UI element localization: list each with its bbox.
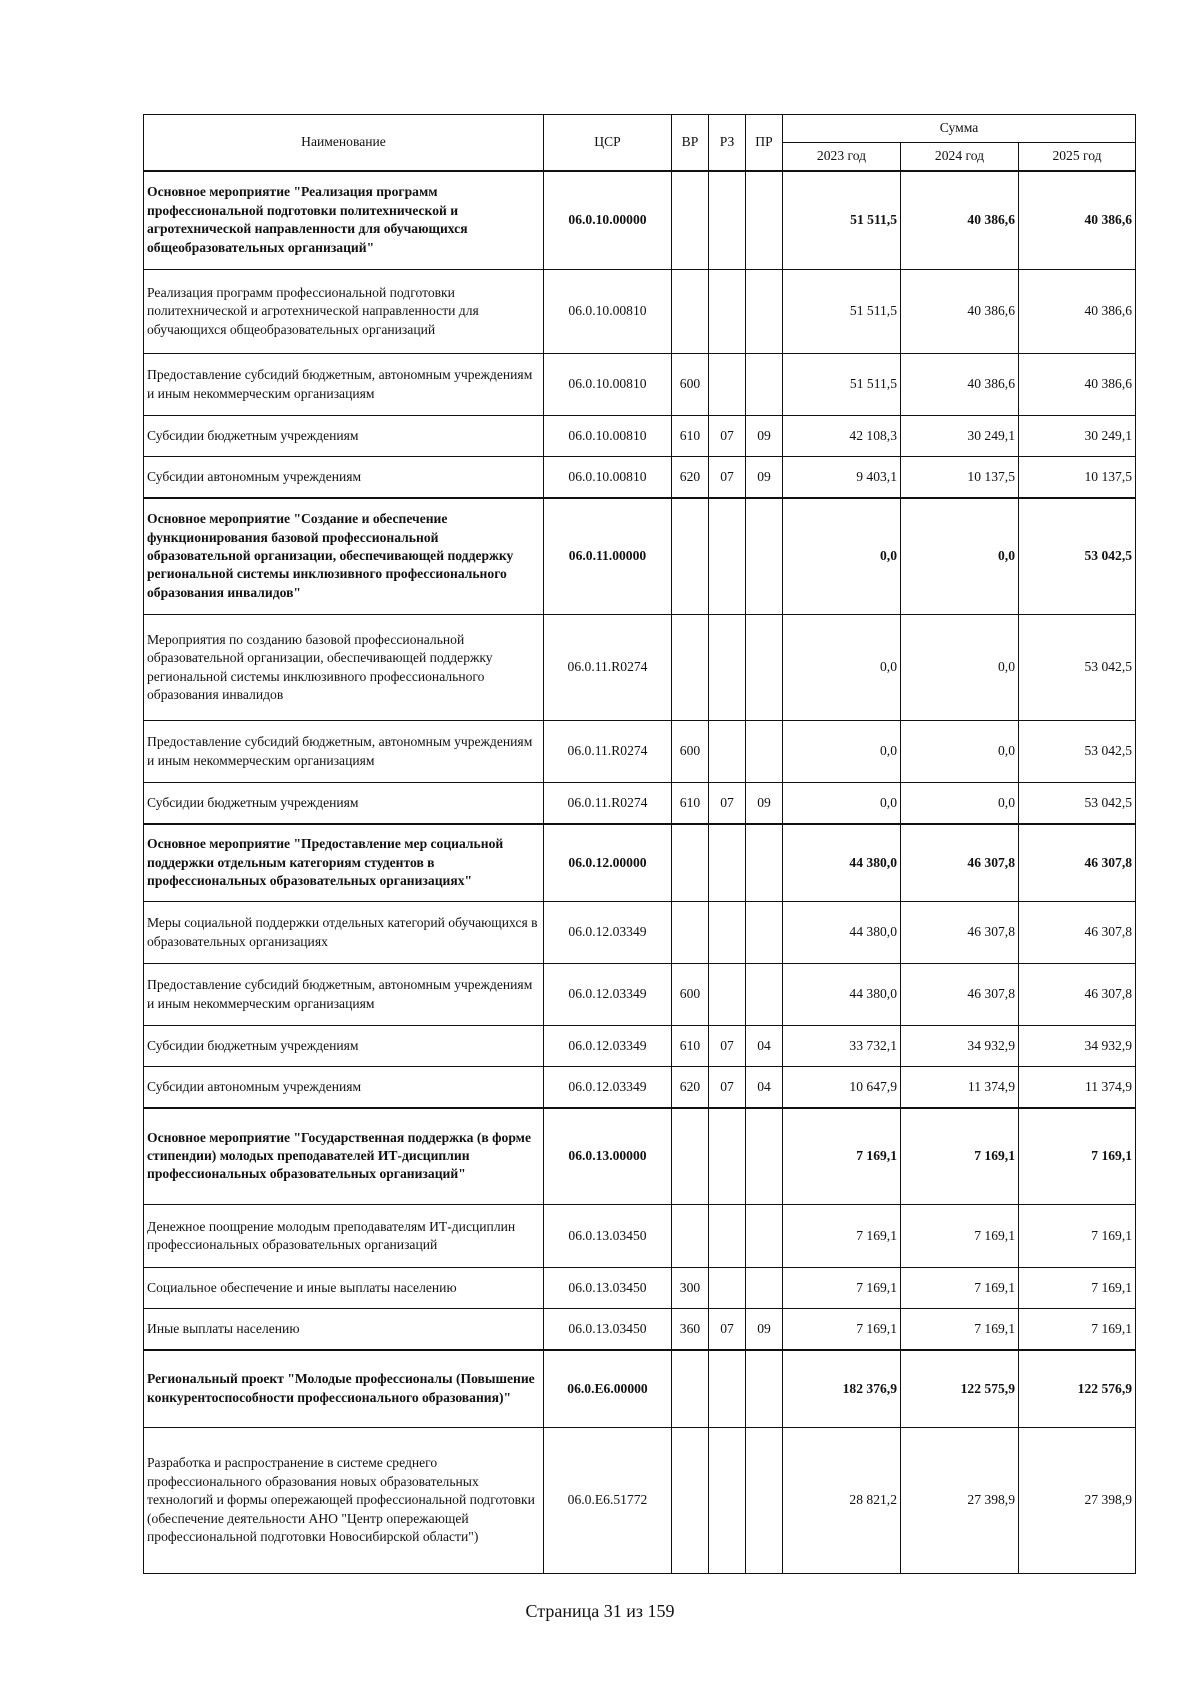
cell-sum-2023: 51 511,5 [783, 270, 901, 354]
cell-name: Основное мероприятие "Создание и обеспечение функционирования базовой профессиональной образовательной организации, обеспечивающей поддержку региональной системы инклюзивного профессионального образования инвалидов" [144, 498, 544, 615]
table-row [144, 783, 1136, 824]
cell-sum-2023: 51 511,5 [783, 171, 901, 270]
cell-pr [746, 1108, 783, 1205]
cell-rz: 07 [709, 1067, 746, 1108]
header-rz: РЗ [709, 115, 746, 171]
cell-sum-2025: 40 386,6 [1019, 354, 1136, 416]
cell-rz: 07 [709, 783, 746, 824]
cell-pr [746, 171, 783, 270]
table-row [144, 1268, 1136, 1309]
cell-vr [672, 270, 709, 354]
cell-vr: 620 [672, 457, 709, 498]
cell-sum-2023: 9 403,1 [783, 457, 901, 498]
table-row [144, 824, 1136, 902]
cell-vr: 600 [672, 964, 709, 1026]
cell-name: Предоставление субсидий бюджетным, автономным учреждениям и иным некоммерческим организациям [144, 721, 544, 783]
cell-sum-2024: 10 137,5 [901, 457, 1019, 498]
header-name: Наименование [144, 115, 544, 171]
cell-pr [746, 1205, 783, 1268]
cell-name: Предоставление субсидий бюджетным, автономным учреждениям и иным некоммерческим организациям [144, 964, 544, 1026]
cell-pr [746, 824, 783, 902]
cell-sum-2023: 44 380,0 [783, 824, 901, 902]
cell-sum-2024: 11 374,9 [901, 1067, 1019, 1108]
cell-name: Основное мероприятие "Государственная поддержка (в форме стипендии) молодых преподавателей ИТ-дисциплин профессиональных образовательных организаций" [144, 1108, 544, 1205]
cell-name: Разработка и распространение в системе среднего профессионального образования новых образовательных технологий и формы опережающей профессиональной подготовки (обеспечение деятельности АНО "Центр опережающей профессиональной подготовки Новосибирской области") [144, 1428, 544, 1574]
table-row [144, 270, 1136, 354]
cell-name: Субсидии автономным учреждениям [144, 1067, 544, 1108]
cell-sum-2025: 53 042,5 [1019, 498, 1136, 615]
cell-vr: 360 [672, 1309, 709, 1350]
cell-pr: 09 [746, 1309, 783, 1350]
cell-sum-2025: 46 307,8 [1019, 964, 1136, 1026]
cell-name: Субсидии бюджетным учреждениям [144, 783, 544, 824]
cell-vr: 610 [672, 416, 709, 457]
cell-rz [709, 1268, 746, 1309]
cell-rz: 07 [709, 1309, 746, 1350]
cell-sum-2023: 7 169,1 [783, 1268, 901, 1309]
cell-pr [746, 498, 783, 615]
budget-table [143, 114, 1136, 1574]
cell-sum-2025: 46 307,8 [1019, 824, 1136, 902]
cell-sum-2024: 40 386,6 [901, 354, 1019, 416]
table-row [144, 615, 1136, 721]
header-pr: ПР [746, 115, 783, 171]
cell-vr [672, 1108, 709, 1205]
cell-csr: 06.0.13.00000 [544, 1108, 672, 1205]
cell-csr: 06.0.10.00810 [544, 416, 672, 457]
cell-name: Субсидии бюджетным учреждениям [144, 416, 544, 457]
header-year-2024: 2024 год [901, 143, 1019, 171]
cell-vr: 610 [672, 783, 709, 824]
table-row [144, 1108, 1136, 1205]
page-number: Страница 31 из 159 [525, 1601, 675, 1621]
cell-sum-2023: 7 169,1 [783, 1309, 901, 1350]
cell-vr: 600 [672, 721, 709, 783]
header-csr: ЦСР [544, 115, 672, 171]
cell-pr [746, 902, 783, 964]
cell-sum-2025: 7 169,1 [1019, 1268, 1136, 1309]
cell-name: Иные выплаты населению [144, 1309, 544, 1350]
cell-sum-2024: 46 307,8 [901, 824, 1019, 902]
cell-csr: 06.0.12.00000 [544, 824, 672, 902]
table-row [144, 354, 1136, 416]
cell-pr [746, 354, 783, 416]
cell-sum-2023: 0,0 [783, 721, 901, 783]
cell-sum-2023: 7 169,1 [783, 1108, 901, 1205]
cell-csr: 06.0.10.00810 [544, 270, 672, 354]
cell-rz [709, 615, 746, 721]
cell-sum-2023: 10 647,9 [783, 1067, 901, 1108]
cell-sum-2024: 46 307,8 [901, 964, 1019, 1026]
cell-pr [746, 270, 783, 354]
cell-rz [709, 1108, 746, 1205]
cell-csr: 06.0.12.03349 [544, 1067, 672, 1108]
cell-vr [672, 902, 709, 964]
header-year-2025: 2025 год [1019, 143, 1136, 171]
table-row [144, 721, 1136, 783]
cell-sum-2023: 28 821,2 [783, 1428, 901, 1574]
table-row [144, 498, 1136, 615]
cell-vr [672, 1205, 709, 1268]
table-row [144, 457, 1136, 498]
cell-sum-2025: 53 042,5 [1019, 615, 1136, 721]
cell-csr: 06.0.10.00810 [544, 457, 672, 498]
cell-vr [672, 171, 709, 270]
cell-rz [709, 1205, 746, 1268]
cell-sum-2024: 7 169,1 [901, 1205, 1019, 1268]
table-row [144, 964, 1136, 1026]
cell-name: Субсидии автономным учреждениям [144, 457, 544, 498]
cell-sum-2025: 40 386,6 [1019, 171, 1136, 270]
cell-sum-2023: 44 380,0 [783, 964, 901, 1026]
cell-sum-2025: 30 249,1 [1019, 416, 1136, 457]
table-row [144, 171, 1136, 270]
cell-csr: 06.0.E6.51772 [544, 1428, 672, 1574]
cell-csr: 06.0.10.00000 [544, 171, 672, 270]
cell-rz [709, 498, 746, 615]
table-row [144, 1428, 1136, 1574]
cell-sum-2024: 122 575,9 [901, 1350, 1019, 1428]
cell-vr: 620 [672, 1067, 709, 1108]
cell-csr: 06.0.11.00000 [544, 498, 672, 615]
cell-pr [746, 615, 783, 721]
cell-vr: 610 [672, 1026, 709, 1067]
cell-name: Основное мероприятие "Предоставление мер социальной поддержки отдельным категориям студентов в профессиональных образовательных организациях" [144, 824, 544, 902]
cell-name: Предоставление субсидий бюджетным, автономным учреждениям и иным некоммерческим организациям [144, 354, 544, 416]
cell-sum-2024: 40 386,6 [901, 270, 1019, 354]
cell-sum-2025: 40 386,6 [1019, 270, 1136, 354]
cell-sum-2023: 42 108,3 [783, 416, 901, 457]
header-sum: Сумма [783, 115, 1136, 143]
cell-rz [709, 1350, 746, 1428]
cell-pr: 04 [746, 1067, 783, 1108]
table-row [144, 1309, 1136, 1350]
cell-vr [672, 498, 709, 615]
cell-sum-2025: 7 169,1 [1019, 1108, 1136, 1205]
cell-rz [709, 171, 746, 270]
cell-rz: 07 [709, 457, 746, 498]
header-year-2023: 2023 год [783, 143, 901, 171]
table-row [144, 416, 1136, 457]
cell-rz [709, 964, 746, 1026]
cell-sum-2025: 53 042,5 [1019, 721, 1136, 783]
cell-pr [746, 1350, 783, 1428]
cell-sum-2023: 182 376,9 [783, 1350, 901, 1428]
cell-rz [709, 902, 746, 964]
cell-pr [746, 1428, 783, 1574]
cell-sum-2025: 46 307,8 [1019, 902, 1136, 964]
cell-vr: 300 [672, 1268, 709, 1309]
cell-pr: 09 [746, 416, 783, 457]
cell-sum-2023: 0,0 [783, 615, 901, 721]
cell-vr [672, 1428, 709, 1574]
cell-sum-2023: 33 732,1 [783, 1026, 901, 1067]
cell-sum-2024: 7 169,1 [901, 1108, 1019, 1205]
table-row [144, 902, 1136, 964]
cell-sum-2024: 40 386,6 [901, 171, 1019, 270]
cell-sum-2025: 7 169,1 [1019, 1205, 1136, 1268]
cell-pr [746, 721, 783, 783]
cell-csr: 06.0.13.03450 [544, 1268, 672, 1309]
cell-sum-2024: 30 249,1 [901, 416, 1019, 457]
cell-sum-2024: 0,0 [901, 721, 1019, 783]
cell-sum-2024: 0,0 [901, 615, 1019, 721]
cell-csr: 06.0.10.00810 [544, 354, 672, 416]
cell-rz [709, 824, 746, 902]
table-row [144, 1026, 1136, 1067]
cell-sum-2025: 7 169,1 [1019, 1309, 1136, 1350]
cell-rz: 07 [709, 416, 746, 457]
cell-name: Субсидии бюджетным учреждениям [144, 1026, 544, 1067]
cell-sum-2023: 7 169,1 [783, 1205, 901, 1268]
cell-csr: 06.0.12.03349 [544, 902, 672, 964]
cell-sum-2023: 44 380,0 [783, 902, 901, 964]
cell-pr [746, 964, 783, 1026]
cell-sum-2024: 0,0 [901, 783, 1019, 824]
cell-vr [672, 824, 709, 902]
cell-vr [672, 615, 709, 721]
cell-sum-2024: 27 398,9 [901, 1428, 1019, 1574]
cell-csr: 06.0.12.03349 [544, 1026, 672, 1067]
cell-sum-2025: 27 398,9 [1019, 1428, 1136, 1574]
table-row [144, 1350, 1136, 1428]
cell-vr: 600 [672, 354, 709, 416]
header-vr: ВР [672, 115, 709, 171]
cell-sum-2024: 34 932,9 [901, 1026, 1019, 1067]
cell-pr [746, 1268, 783, 1309]
cell-csr: 06.0.11.R0274 [544, 721, 672, 783]
cell-csr: 06.0.11.R0274 [544, 783, 672, 824]
cell-vr [672, 1350, 709, 1428]
cell-name: Основное мероприятие "Реализация программ профессиональной подготовки политехнической и агротехнической направленности для обучающихся общеобразовательных организаций" [144, 171, 544, 270]
cell-csr: 06.0.E6.00000 [544, 1350, 672, 1428]
header-row-top [144, 115, 1136, 143]
cell-sum-2025: 53 042,5 [1019, 783, 1136, 824]
cell-name: Меры социальной поддержки отдельных категорий обучающихся в образовательных организациях [144, 902, 544, 964]
cell-name: Социальное обеспечение и иные выплаты населению [144, 1268, 544, 1309]
cell-rz [709, 1428, 746, 1574]
cell-name: Региональный проект "Молодые профессионалы (Повышение конкурентоспособности профессионального образования)" [144, 1350, 544, 1428]
cell-csr: 06.0.12.03349 [544, 964, 672, 1026]
cell-sum-2025: 122 576,9 [1019, 1350, 1136, 1428]
cell-csr: 06.0.13.03450 [544, 1205, 672, 1268]
cell-csr: 06.0.13.03450 [544, 1309, 672, 1350]
cell-sum-2023: 0,0 [783, 498, 901, 615]
cell-pr: 09 [746, 457, 783, 498]
cell-sum-2023: 51 511,5 [783, 354, 901, 416]
cell-sum-2024: 46 307,8 [901, 902, 1019, 964]
cell-sum-2025: 11 374,9 [1019, 1067, 1136, 1108]
cell-sum-2024: 0,0 [901, 498, 1019, 615]
table-body [144, 171, 1136, 1574]
cell-name: Реализация программ профессиональной подготовки политехнической и агротехнической направленности для обучающихся общеобразовательных организаций [144, 270, 544, 354]
cell-name: Денежное поощрение молодым преподавателям ИТ-дисциплин профессиональных образовательных организаций [144, 1205, 544, 1268]
cell-pr: 09 [746, 783, 783, 824]
cell-sum-2024: 7 169,1 [901, 1309, 1019, 1350]
cell-sum-2025: 10 137,5 [1019, 457, 1136, 498]
cell-csr: 06.0.11.R0274 [544, 615, 672, 721]
cell-rz [709, 354, 746, 416]
cell-sum-2025: 34 932,9 [1019, 1026, 1136, 1067]
cell-sum-2023: 0,0 [783, 783, 901, 824]
table-row [144, 1067, 1136, 1108]
table-row [144, 1205, 1136, 1268]
cell-rz: 07 [709, 1026, 746, 1067]
cell-rz [709, 721, 746, 783]
cell-sum-2024: 7 169,1 [901, 1268, 1019, 1309]
cell-rz [709, 270, 746, 354]
cell-name: Мероприятия по созданию базовой профессиональной образовательной организации, обеспечивающей поддержку региональной системы инклюзивного профессионального образования инвалидов [144, 615, 544, 721]
cell-pr: 04 [746, 1026, 783, 1067]
